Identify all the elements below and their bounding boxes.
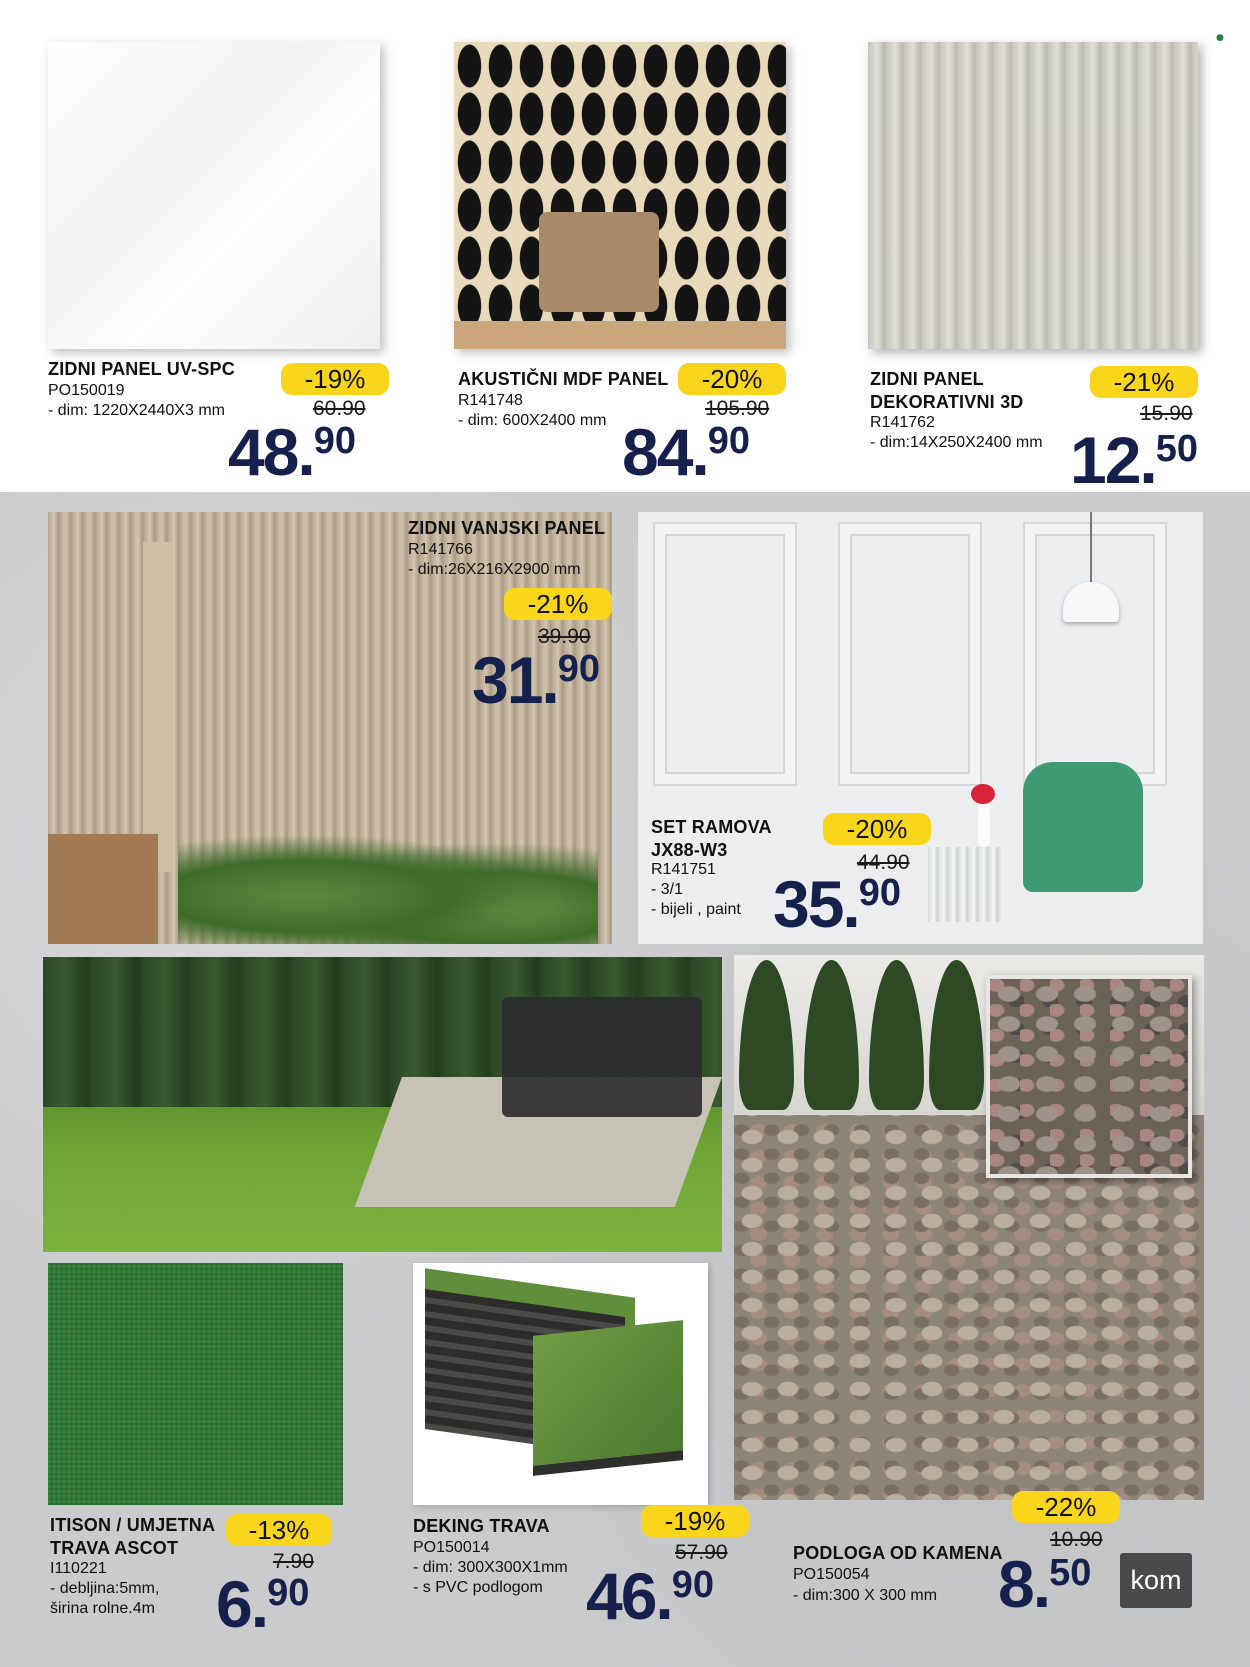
product-title: ZIDNI VANJSKI PANEL	[408, 518, 606, 538]
new-price: 31.90	[472, 643, 601, 717]
product-code: PO150054	[793, 1566, 870, 1583]
price-cents: 90	[267, 1572, 310, 1614]
product-code: I110221	[50, 1560, 107, 1577]
new-price: 35.90	[773, 867, 902, 941]
price-cents: 90	[313, 420, 357, 462]
product-dimensions: - dim: 1220X2440X3 mm	[48, 402, 225, 419]
discount-badge: -19%	[641, 1505, 749, 1537]
discount-badge: -13%	[226, 1514, 332, 1546]
price-cents: 50	[1155, 428, 1199, 470]
front-grass-tile	[533, 1320, 683, 1476]
price-main: 35	[773, 867, 843, 941]
price-cents: 90	[707, 420, 751, 462]
fluted-3d-panel-image	[868, 42, 1198, 349]
new-price: 6.90	[216, 1567, 310, 1641]
product-code: R141766	[408, 541, 473, 558]
product-title-line-1: ZIDNI PANEL	[870, 369, 984, 389]
product-dimensions: - dim:26X216X2900 mm	[408, 561, 581, 578]
product-detail-1: - debljina:5mm,	[50, 1580, 160, 1597]
product-code: PO150014	[413, 1539, 490, 1556]
artificial-grass-carpet-image	[48, 1263, 343, 1505]
old-price: 39.90	[538, 625, 591, 648]
product-title-line-1: ITISON / UMJETNA	[50, 1515, 216, 1535]
product-detail-1: - 3/1	[651, 881, 684, 898]
price-main: 6	[216, 1567, 251, 1641]
product-detail-1: - dim: 300X300X1mm	[413, 1559, 568, 1576]
product-dimensions: - dim: 600X2400 mm	[458, 412, 607, 429]
price-cents: 90	[557, 648, 601, 690]
old-price: 57.90	[675, 1541, 728, 1564]
stone-tile-sample	[986, 975, 1192, 1178]
product-detail-2: - bijeli , paint	[651, 901, 741, 918]
product-code: R141762	[870, 414, 935, 431]
pergola-post-photo	[143, 542, 173, 872]
wood-deck-photo	[48, 834, 158, 944]
product-detail-2: širina rolne.4m	[50, 1600, 155, 1617]
acoustic-panel-image	[454, 42, 786, 349]
vase-photo	[978, 797, 990, 847]
product-title-line-2: TRAVA ASCOT	[50, 1538, 179, 1558]
old-price: 15.90	[1140, 402, 1193, 425]
discount-badge: -21%	[504, 588, 612, 620]
price-main: 48	[228, 415, 298, 489]
kom-logo: kom	[1120, 1553, 1192, 1608]
price-main: 84	[622, 415, 692, 489]
product-dimensions: - dim:14X250X2400 mm	[870, 434, 1043, 451]
wall-frames-room-image	[638, 512, 1203, 944]
marble-panel-image	[48, 42, 380, 349]
floor-photo	[454, 321, 786, 349]
price-main: 8	[998, 1547, 1033, 1621]
product-dimensions: - dim:300 X 300 mm	[793, 1587, 938, 1604]
wall-frame-3	[1023, 522, 1167, 786]
wall-frame-2	[838, 522, 982, 786]
product-title: ZIDNI PANEL UV-SPC	[48, 359, 235, 379]
product-title: AKUSTIČNI MDF PANEL	[458, 369, 669, 389]
new-price: 8.50	[998, 1547, 1092, 1621]
old-price: 44.90	[857, 851, 910, 874]
side-table-photo	[928, 847, 1003, 922]
product-code: R141748	[458, 392, 523, 409]
garden-swing-photo	[502, 997, 702, 1117]
price-main: 46	[586, 1559, 656, 1633]
lamp-cord	[1090, 512, 1092, 584]
product-title-line-2: JX88-W3	[651, 840, 728, 860]
armchair-photo	[539, 212, 659, 312]
discount-badge: -19%	[281, 363, 389, 395]
new-price: 84.90	[622, 415, 751, 489]
new-price: 12.50	[1070, 423, 1199, 497]
wall-frame-1	[653, 522, 797, 786]
product-title-line-1: SET RAMOVA	[651, 817, 772, 837]
new-price: 48.90	[228, 415, 357, 489]
product-code: R141751	[651, 861, 716, 878]
discount-badge: -20%	[678, 363, 786, 395]
price-cents: 90	[671, 1564, 715, 1606]
old-price: 10.90	[1050, 1528, 1103, 1551]
product-code: PO150019	[48, 382, 125, 399]
artificial-lawn-garden-image	[43, 957, 722, 1252]
succulent-plants-photo	[178, 824, 598, 944]
product-title-line-2: DEKORATIVNI 3D	[870, 392, 1024, 412]
product-title: DEKING TRAVA	[413, 1516, 550, 1536]
discount-badge: -21%	[1090, 366, 1198, 398]
stone-pebble-floor-image	[734, 955, 1204, 1500]
price-main: 31	[472, 643, 542, 717]
grass-decking-tiles-image	[413, 1263, 708, 1505]
new-price: 46.90	[586, 1559, 715, 1633]
product-title: PODLOGA OD KAMENA	[793, 1543, 1003, 1563]
price-main: 12	[1070, 423, 1140, 497]
discount-badge: -20%	[823, 813, 931, 845]
product-detail-2: - s PVC podlogom	[413, 1579, 543, 1596]
old-price: 105.90	[705, 397, 770, 420]
old-price: 60.90	[313, 397, 366, 420]
red-flower-photo	[971, 784, 995, 804]
price-cents: 50	[1049, 1552, 1092, 1594]
price-cents: 90	[858, 872, 902, 914]
green-armchair-photo	[1023, 762, 1143, 892]
discount-badge: -22%	[1012, 1491, 1120, 1523]
corner-mark-icon: ●	[1216, 33, 1224, 43]
old-price: 7.90	[273, 1550, 314, 1573]
